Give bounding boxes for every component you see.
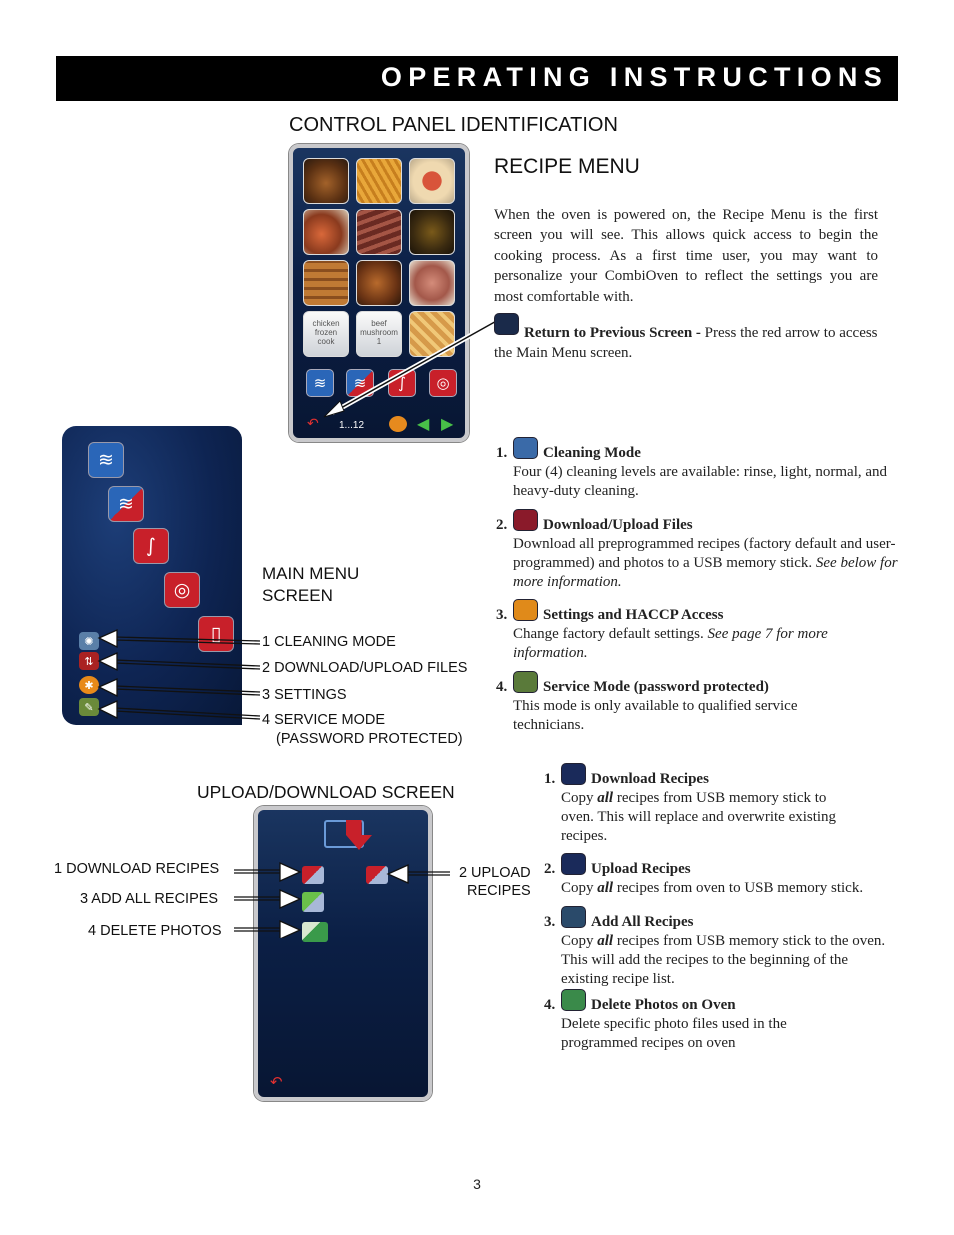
recipe-menu-intro: When the oven is powered on, the Recipe Menu is the first screen you will see. This allows quick access to begin the cooking process. As a first time user, you may want to personalize your CombiOven to reflect the settings you are most comfortable with. — [494, 207, 878, 305]
header-bar — [56, 56, 898, 101]
item-note: See below for more information. — [513, 555, 898, 590]
main-menu-item-cleaning — [496, 437, 898, 501]
main-menu-callout-arrows — [95, 628, 265, 723]
delete-photos-icon — [561, 989, 586, 1011]
recipe-tile-ribs[interactable] — [356, 209, 402, 255]
tile-label: 1 — [376, 337, 382, 346]
item-title: Download/Upload Files — [543, 517, 693, 533]
item-text: recipes from oven to USB memory stick. — [613, 880, 864, 896]
item-text: This mode is only available to qualified service technicians. — [513, 698, 798, 733]
callout-upload-recipes — [455, 864, 531, 900]
settings-icon[interactable]: ✱ — [79, 676, 99, 694]
add-all-recipes-icon — [561, 906, 586, 928]
download-upload-icon[interactable]: ⇅ — [79, 652, 99, 670]
return-arrow-icon — [494, 313, 519, 335]
item-title: Download Recipes — [591, 771, 709, 787]
main-menu-item-service — [496, 671, 813, 735]
item-text: Copy — [561, 880, 598, 896]
return-arrow-icon[interactable]: ↶ — [307, 416, 319, 432]
return-pointer-arrow — [320, 315, 505, 420]
callout-add-all-recipes: 3 ADD ALL RECIPES — [80, 891, 219, 907]
combi-icon[interactable]: ◎ — [164, 572, 200, 608]
download-upload-icon — [513, 509, 538, 531]
item-emphasis: all — [597, 880, 614, 896]
item-title: Settings and HACCP Access — [543, 607, 724, 623]
recipe-tile-salmon[interactable] — [303, 209, 349, 255]
page-indicator: 1...12 — [339, 420, 365, 431]
recipe-tile-stew[interactable] — [409, 209, 455, 255]
recipe-tile-wings[interactable] — [356, 260, 402, 306]
item-number: 3. — [496, 607, 508, 623]
recipe-tile-pizza[interactable] — [409, 158, 455, 204]
item-number: 2. — [544, 861, 556, 877]
recipe-tile-fries[interactable] — [356, 158, 402, 204]
recipe-tile-pancakes[interactable] — [303, 260, 349, 306]
upload-download-title: UPLOAD/DOWNLOAD SCREEN — [197, 782, 455, 802]
main-menu-item-download-upload — [496, 509, 898, 592]
return-description — [494, 317, 884, 364]
item-text: Copy — [561, 790, 598, 806]
item-title: Add All Recipes — [591, 914, 694, 930]
item-number: 1. — [496, 445, 508, 461]
callout-upload-line: 2 UPLOAD — [458, 865, 531, 881]
service-mode-icon — [513, 671, 538, 693]
recipe-menu-title: RECIPE MENU — [494, 155, 640, 178]
item-note: See page 7 for more information. — [513, 626, 828, 661]
callout-cleaning-mode: 1 CLEANING MODE — [262, 634, 396, 650]
section-title: CONTROL PANEL IDENTIFICATION — [289, 114, 618, 136]
convection-icon[interactable]: ∫ — [133, 528, 169, 564]
main-menu-title-line: MAIN MENU — [262, 564, 360, 583]
cleaning-shortcut-icon[interactable]: ≋ — [306, 369, 334, 397]
item-number: 1. — [544, 771, 556, 787]
item-title: Upload Recipes — [591, 861, 691, 877]
callout-download-recipes: 1 DOWNLOAD RECIPES — [54, 861, 220, 877]
tile-label: beef — [371, 319, 387, 328]
main-menu-title-line: SCREEN — [262, 586, 333, 605]
upload-item-download — [544, 763, 861, 846]
item-emphasis: all — [597, 933, 614, 949]
service-mode-icon[interactable]: ✎ — [79, 698, 99, 716]
callout-password-protected: (PASSWORD PROTECTED) — [276, 731, 463, 747]
recipe-tile-roast-beef[interactable] — [409, 260, 455, 306]
page-header-title: OPERATING INSTRUCTIONS — [380, 62, 888, 92]
combi-icon[interactable]: ◎ — [429, 369, 457, 397]
callout-download-upload: 2 DOWNLOAD/UPLOAD FILES — [262, 660, 468, 676]
return-arrow-icon[interactable]: ↶ — [270, 1073, 283, 1091]
item-text: Four (4) cleaning levels are available: rinse, light, normal, and heavy-duty cleaning. — [513, 464, 888, 499]
item-title: Service Mode (password protected) — [543, 679, 769, 695]
callout-delete-photos: 4 DELETE PHOTOS — [88, 923, 222, 939]
steam-convection-icon[interactable]: ≋ — [108, 486, 144, 522]
tile-label: mushroom — [360, 328, 398, 337]
upload-download-screen — [254, 806, 432, 1101]
tile-label: frozen — [314, 328, 338, 337]
item-text: Change factory default settings. — [513, 626, 708, 642]
upload-item-delete-photos — [544, 989, 861, 1053]
main-menu-title — [262, 563, 359, 607]
return-text: Press the red arrow to access the Main Menu screen. — [494, 325, 878, 362]
item-text: Delete specific photo files used in the programmed recipes on oven — [561, 1016, 787, 1051]
item-text: recipes from USB memory stick to oven. This will replace and overwrite existing recipes. — [561, 790, 837, 844]
item-text: Download all preprogrammed recipes (factory default and user-programmed) and photos to a USB memory stick. — [513, 536, 896, 571]
item-title: Delete Photos on Oven — [591, 997, 736, 1013]
settings-icon — [513, 599, 538, 621]
upload-recipes-icon — [561, 853, 586, 875]
page-number: 3 — [473, 1176, 481, 1192]
item-number: 3. — [544, 914, 556, 930]
next-page-arrow-icon[interactable]: ▶ — [441, 414, 454, 433]
tile-label: chicken — [312, 319, 340, 328]
cleaning-mode-icon — [513, 437, 538, 459]
recipe-tile-roast-chicken[interactable] — [303, 158, 349, 204]
item-emphasis: all — [597, 790, 614, 806]
item-number: 4. — [496, 679, 508, 695]
cleaning-mode-icon[interactable]: ✺ — [79, 632, 99, 650]
download-recipes-icon — [561, 763, 586, 785]
main-menu-item-settings — [496, 599, 833, 663]
prev-page-arrow-icon[interactable]: ◀ — [417, 414, 430, 433]
upload-callout-arrows — [232, 858, 452, 938]
steam-convection-icon[interactable]: ≋ — [346, 369, 374, 397]
recipe-book-icon[interactable]: ▯ — [198, 616, 234, 652]
item-text: recipes from USB memory stick to the oven. This will add the recipes to the beginning of the existing recipe list. — [561, 933, 886, 987]
item-number: 2. — [496, 517, 508, 533]
upload-item-upload — [544, 853, 911, 898]
tile-label: cook — [317, 337, 335, 346]
item-number: 4. — [544, 997, 556, 1013]
steam-icon[interactable]: ≋ — [88, 442, 124, 478]
convection-icon[interactable]: ∫ — [388, 369, 416, 397]
callout-service-mode: 4 SERVICE MODE — [262, 712, 386, 728]
return-label: Return to Previous Screen - — [524, 325, 705, 341]
callout-settings: 3 SETTINGS — [262, 687, 347, 703]
callout-upload-line: RECIPES — [467, 883, 531, 899]
upload-item-add-all — [544, 906, 896, 989]
item-title: Cleaning Mode — [543, 445, 641, 461]
item-text: Copy — [561, 933, 598, 949]
